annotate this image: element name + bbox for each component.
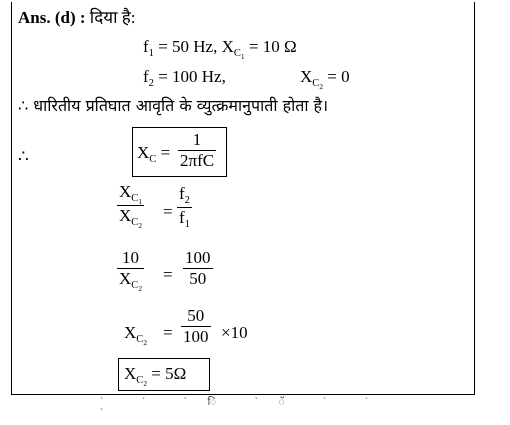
step3-multiplier: ×10 <box>221 323 248 342</box>
formula-lhs: $X_C$ = <box>137 143 171 165</box>
formula-fraction: 1 2πfC <box>180 130 215 170</box>
answer-header <box>18 9 136 26</box>
answer-label: Ans. (d) : <box>18 8 86 27</box>
ratio2-equals: = <box>163 265 173 284</box>
ratio1-right: $f_2$ $f_1$ <box>179 184 190 230</box>
given-line-1: $f_1 = 50$ Hz, $X_{C_1} = 10$ Ω <box>143 37 297 61</box>
result-text: $X_{C_2} = 5\Omega$ <box>124 364 187 388</box>
statement-text: ∴ धारितीय प्रतिघात आवृति के व्युत्क्रमानुपाती होता है। <box>18 96 329 115</box>
ratio2-left: 10 $X_{C_2}$ <box>119 248 142 293</box>
therefore-symbol: ∴ <box>18 147 29 166</box>
given-label: दिया है: <box>89 8 136 27</box>
given-line-2b: $X_{C_2} = 0$ <box>300 67 350 91</box>
bottom-fragment: ˋ ˊ ˋ ि ˋ ॅ ˋ ˋ ˋ <box>100 397 387 419</box>
given-line-2: $f_2 = 100$ Hz, <box>143 67 226 89</box>
ratio1-equals: = <box>163 202 173 221</box>
step3-fraction: 50 100 <box>183 306 209 346</box>
ratio2-right: 100 50 <box>185 248 211 288</box>
step3-equals: = <box>163 323 173 342</box>
step3-lhs: $X_{C_2}$ <box>124 323 147 347</box>
ratio1-left: $X_{C_1}$ $X_{C_2}$ <box>119 182 142 230</box>
